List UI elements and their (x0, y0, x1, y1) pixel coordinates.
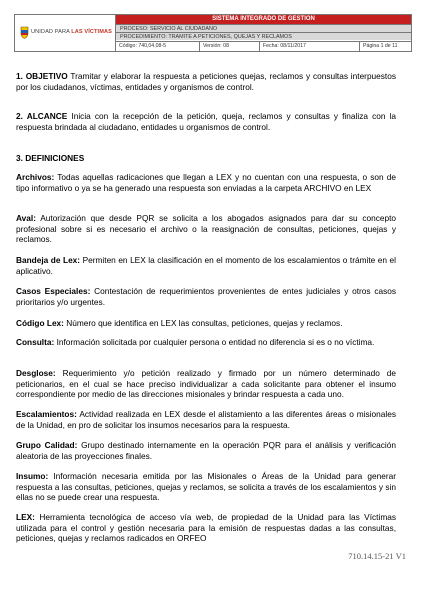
document-meta-row (116, 41, 411, 51)
definition-item: Archivos: Todas aquellas radicaciones que llegan a LEX y no cuentan con una respuesta, o son de tipo informativo o ya se ha generado una respuesta son enviadas a la carpeta ARCHIVO en LEX (16, 172, 396, 193)
process-label: PROCESO: SERVICIO AL CIUDADANO (116, 24, 411, 32)
definition-item: Código Lex: Número que identifica en LEX las consultas, peticiones, quejas y reclamos. (16, 318, 343, 328)
system-title: SISTEMA INTEGRADO DE GESTION (116, 15, 411, 24)
definition-item: Insumo: Información necesaria emitida por las Misionales o Áreas de la Unidad para generar respuesta a las consultas, peticiones, quejas y reclamos, se solicita a través de los escalamientos y sin ellas no se puede crear una respuesta. (16, 471, 396, 503)
coat-of-arms-icon (20, 26, 29, 39)
objetivo-text: Tramitar y elaborar la respuesta a peticiones quejas, reclamos y consultas interpuestos por los ciudadanos, víctimas, entidades y organismos de control. (16, 71, 397, 92)
document-version: Versión: 08 (200, 42, 260, 52)
procedure-label: PROCEDIMIENTO: TRAMITE A PETICIONES, QUEJAS Y RECLAMOS (116, 32, 411, 40)
logo (15, 15, 116, 51)
definition-item: Bandeja de Lex: Permiten en LEX la clasificación en el momento de los escalamientos o trámite en el aplicativo. (16, 255, 396, 276)
definition-item: Casos Especiales: Contestación de requerimientos provenientes de entes judiciales y otros casos prioritarios y/o urgentes. (16, 286, 397, 307)
definition-item: Grupo Calidad: Grupo destinado internamente en la operación PQR para el análisis y verificación aleatoria de las proyecciones finales. (16, 440, 396, 461)
page-number: Página 1 de 11 (363, 43, 398, 49)
definition-item: Desglose: Requerimiento y/o petición realizado y firmado por un número determinado de peticionarios, en el cual se hace preciso individualizar a cada solicitante para obtener el insumo correspondiente por medio de las direcciones misionales y brindar respuesta a cada uno. (16, 368, 396, 400)
footer-code: 710.14.15-21 V1 (348, 551, 406, 561)
definition-item: Aval: Autorización que desde PQR se solicita a los abogados asignados para dar su concepto profesional sobre si es necesario el archivo o la reasignación de consultas, peticiones, quejas y reclamos. (16, 213, 396, 245)
definition-item: LEX: Herramienta tecnológica de acceso vía web, de propiedad de la Unidad para las Víctimas utilizada para el control y gestión necesaria para la emisión de respuestas dadas a las consultas, peticiones, quejas y reclamos radicados en ORFEO (16, 512, 396, 544)
alcance-title: 2. ALCANCE (16, 111, 68, 121)
objetivo-section (16, 71, 396, 92)
document-header (14, 14, 412, 52)
definition-item: Consulta: Información solicitada por cualquier persona o entidad no diferencia si es o no víctima. (16, 337, 375, 347)
alcance-text: Inicia con la recepción de la petición, queja, reclamos y consultas y finaliza con la respuesta brindada al ciudadano, entidades u organismos de control. (16, 111, 397, 132)
alcance-section (16, 111, 396, 132)
logo-text: UNIDAD PARA LAS VÍCTIMAS (31, 29, 112, 35)
definiciones-title: 3. DEFINICIONES (16, 153, 85, 163)
objetivo-title: 1. OBJETIVO (16, 71, 68, 81)
definition-item: Escalamientos: Actividad realizada en LEX desde el alistamiento a las diferentes áreas o misionales de la Unidad, en pro de solicitar los insumos necesarios para la respuesta. (16, 409, 396, 430)
document-code: Código: 740,04,08-5 (116, 42, 200, 52)
document-date: Fecha: 08/11/2017 (260, 42, 360, 52)
